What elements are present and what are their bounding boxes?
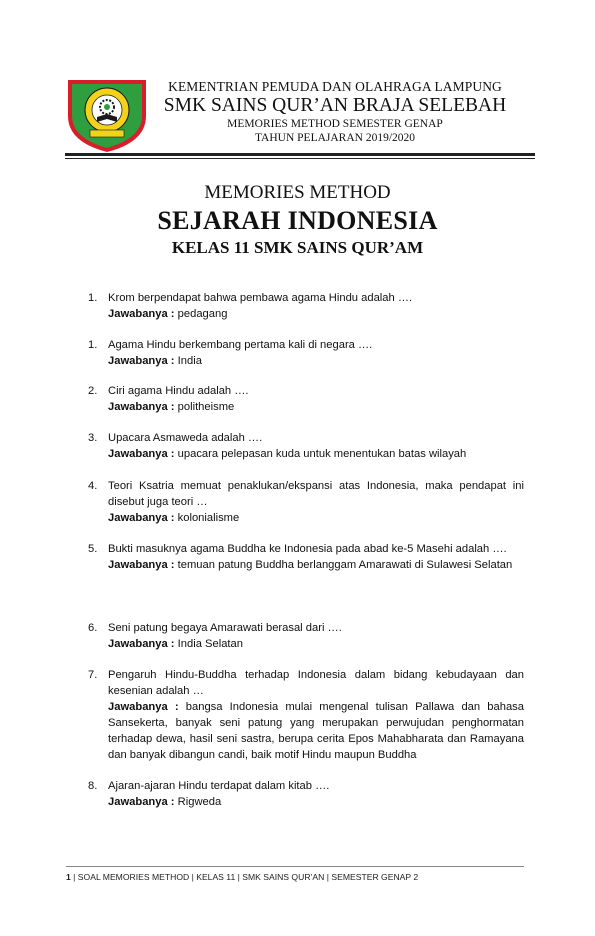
answer-text: India (177, 355, 202, 367)
answer-label: Jawabanya : (108, 559, 175, 571)
question-number: 4. (88, 480, 98, 492)
document-title (60, 181, 535, 260)
question-item (88, 667, 524, 763)
answer-label: Jawabanya : (108, 638, 175, 650)
answer-label: Jawabanya : (108, 701, 179, 713)
question-item (88, 620, 524, 652)
question-item (88, 383, 524, 415)
academic-year: TAHUN PELAJARAN 2019/2020 (254, 132, 416, 144)
answer-text: politheisme (177, 401, 235, 413)
answer-label: Jawabanya : (108, 355, 175, 367)
title-class: KELAS 11 SMK SAINS QUR’AM (171, 238, 424, 257)
answer-text: bangsa Indonesia mulai mengenal tulisan Pallawa dan bahasa Sansekerta, banyak seni patung yang merupakan perwujudan penghormatan terhadap dewa, hasil seni sastra, berupa cerita Epos Mahabharata dan Ramayana dan banyak dibangun candi, baik motif Hindu maupun Buddha (108, 701, 524, 761)
question-item (88, 541, 524, 573)
question-number: 3. (88, 432, 98, 444)
page-number: 1 (66, 872, 71, 882)
answer-label: Jawabanya : (108, 796, 175, 808)
answer-text: kolonialisme (177, 512, 240, 524)
question-number: 6. (88, 622, 98, 634)
answer-label: Jawabanya : (108, 308, 175, 320)
question-text: Bukti masuknya agama Buddha ke Indonesia pada abad ke-5 Masehi adalah …. (108, 543, 507, 555)
footer-text: | SOAL MEMORIES METHOD | KELAS 11 | SMK SAINS QUR’AN | SEMESTER GENAP 2 (73, 872, 419, 882)
answer-text: India Selatan (177, 638, 243, 650)
header-rule-thin (65, 158, 535, 159)
page-footer (66, 872, 536, 882)
question-item (88, 478, 524, 526)
question-text: Ajaran-ajaran Hindu terdapat dalam kitab …. (108, 780, 330, 792)
answer-text: pedagang (177, 308, 228, 320)
question-text: Pengaruh Hindu-Buddha terhadap Indonesia dalam bidang kebudayaan dan kesenian adalah … (108, 669, 524, 697)
question-number: 8. (88, 780, 98, 792)
answer-label: Jawabanya : (108, 512, 175, 524)
question-number: 7. (88, 669, 98, 681)
question-text: Upacara Asmaweda adalah …. (108, 432, 263, 444)
question-number: 2. (88, 385, 98, 397)
question-text: Ciri agama Hindu adalah …. (108, 385, 249, 397)
answer-text: temuan patung Buddha berlanggam Amarawati di Sulawesi Selatan (177, 559, 513, 571)
question-item (88, 778, 524, 810)
title-method: MEMORIES METHOD (204, 182, 391, 203)
answer-label: Jawabanya : (108, 401, 175, 413)
question-number: 1. (88, 292, 98, 304)
question-item (88, 430, 524, 462)
header-rule-thick (65, 153, 535, 156)
question-item (88, 337, 524, 369)
footer-rule (66, 866, 524, 867)
question-text: Teori Ksatria memuat penaklukan/ekspansi atas Indonesia, maka pendapat ini disebut juga teori … (108, 480, 524, 508)
question-number: 1. (88, 339, 98, 351)
question-text: Seni patung begaya Amarawati berasal dari …. (108, 622, 342, 634)
question-number: 5. (88, 543, 98, 555)
letterhead (150, 78, 520, 145)
title-subject: SEJARAH INDONESIA (157, 206, 438, 235)
ministry-name: KEMENTRIAN PEMUDA DAN OLAHRAGA LAMPUNG (168, 79, 502, 94)
method-semester: MEMORIES METHOD SEMESTER GENAP (227, 118, 443, 130)
question-item (88, 290, 524, 322)
answer-text: Rigweda (177, 796, 222, 808)
question-text: Krom berpendapat bahwa pembawa agama Hindu adalah …. (108, 292, 413, 304)
question-text: Agama Hindu berkembang pertama kali di negara …. (108, 339, 373, 351)
answer-label: Jawabanya : (108, 448, 175, 460)
answer-text: upacara pelepasan kuda untuk menentukan batas wilayah (177, 448, 467, 460)
school-shield-logo-icon (66, 76, 148, 154)
school-name: SMK SAINS QUR’AN BRAJA SELEBAH (163, 95, 507, 116)
